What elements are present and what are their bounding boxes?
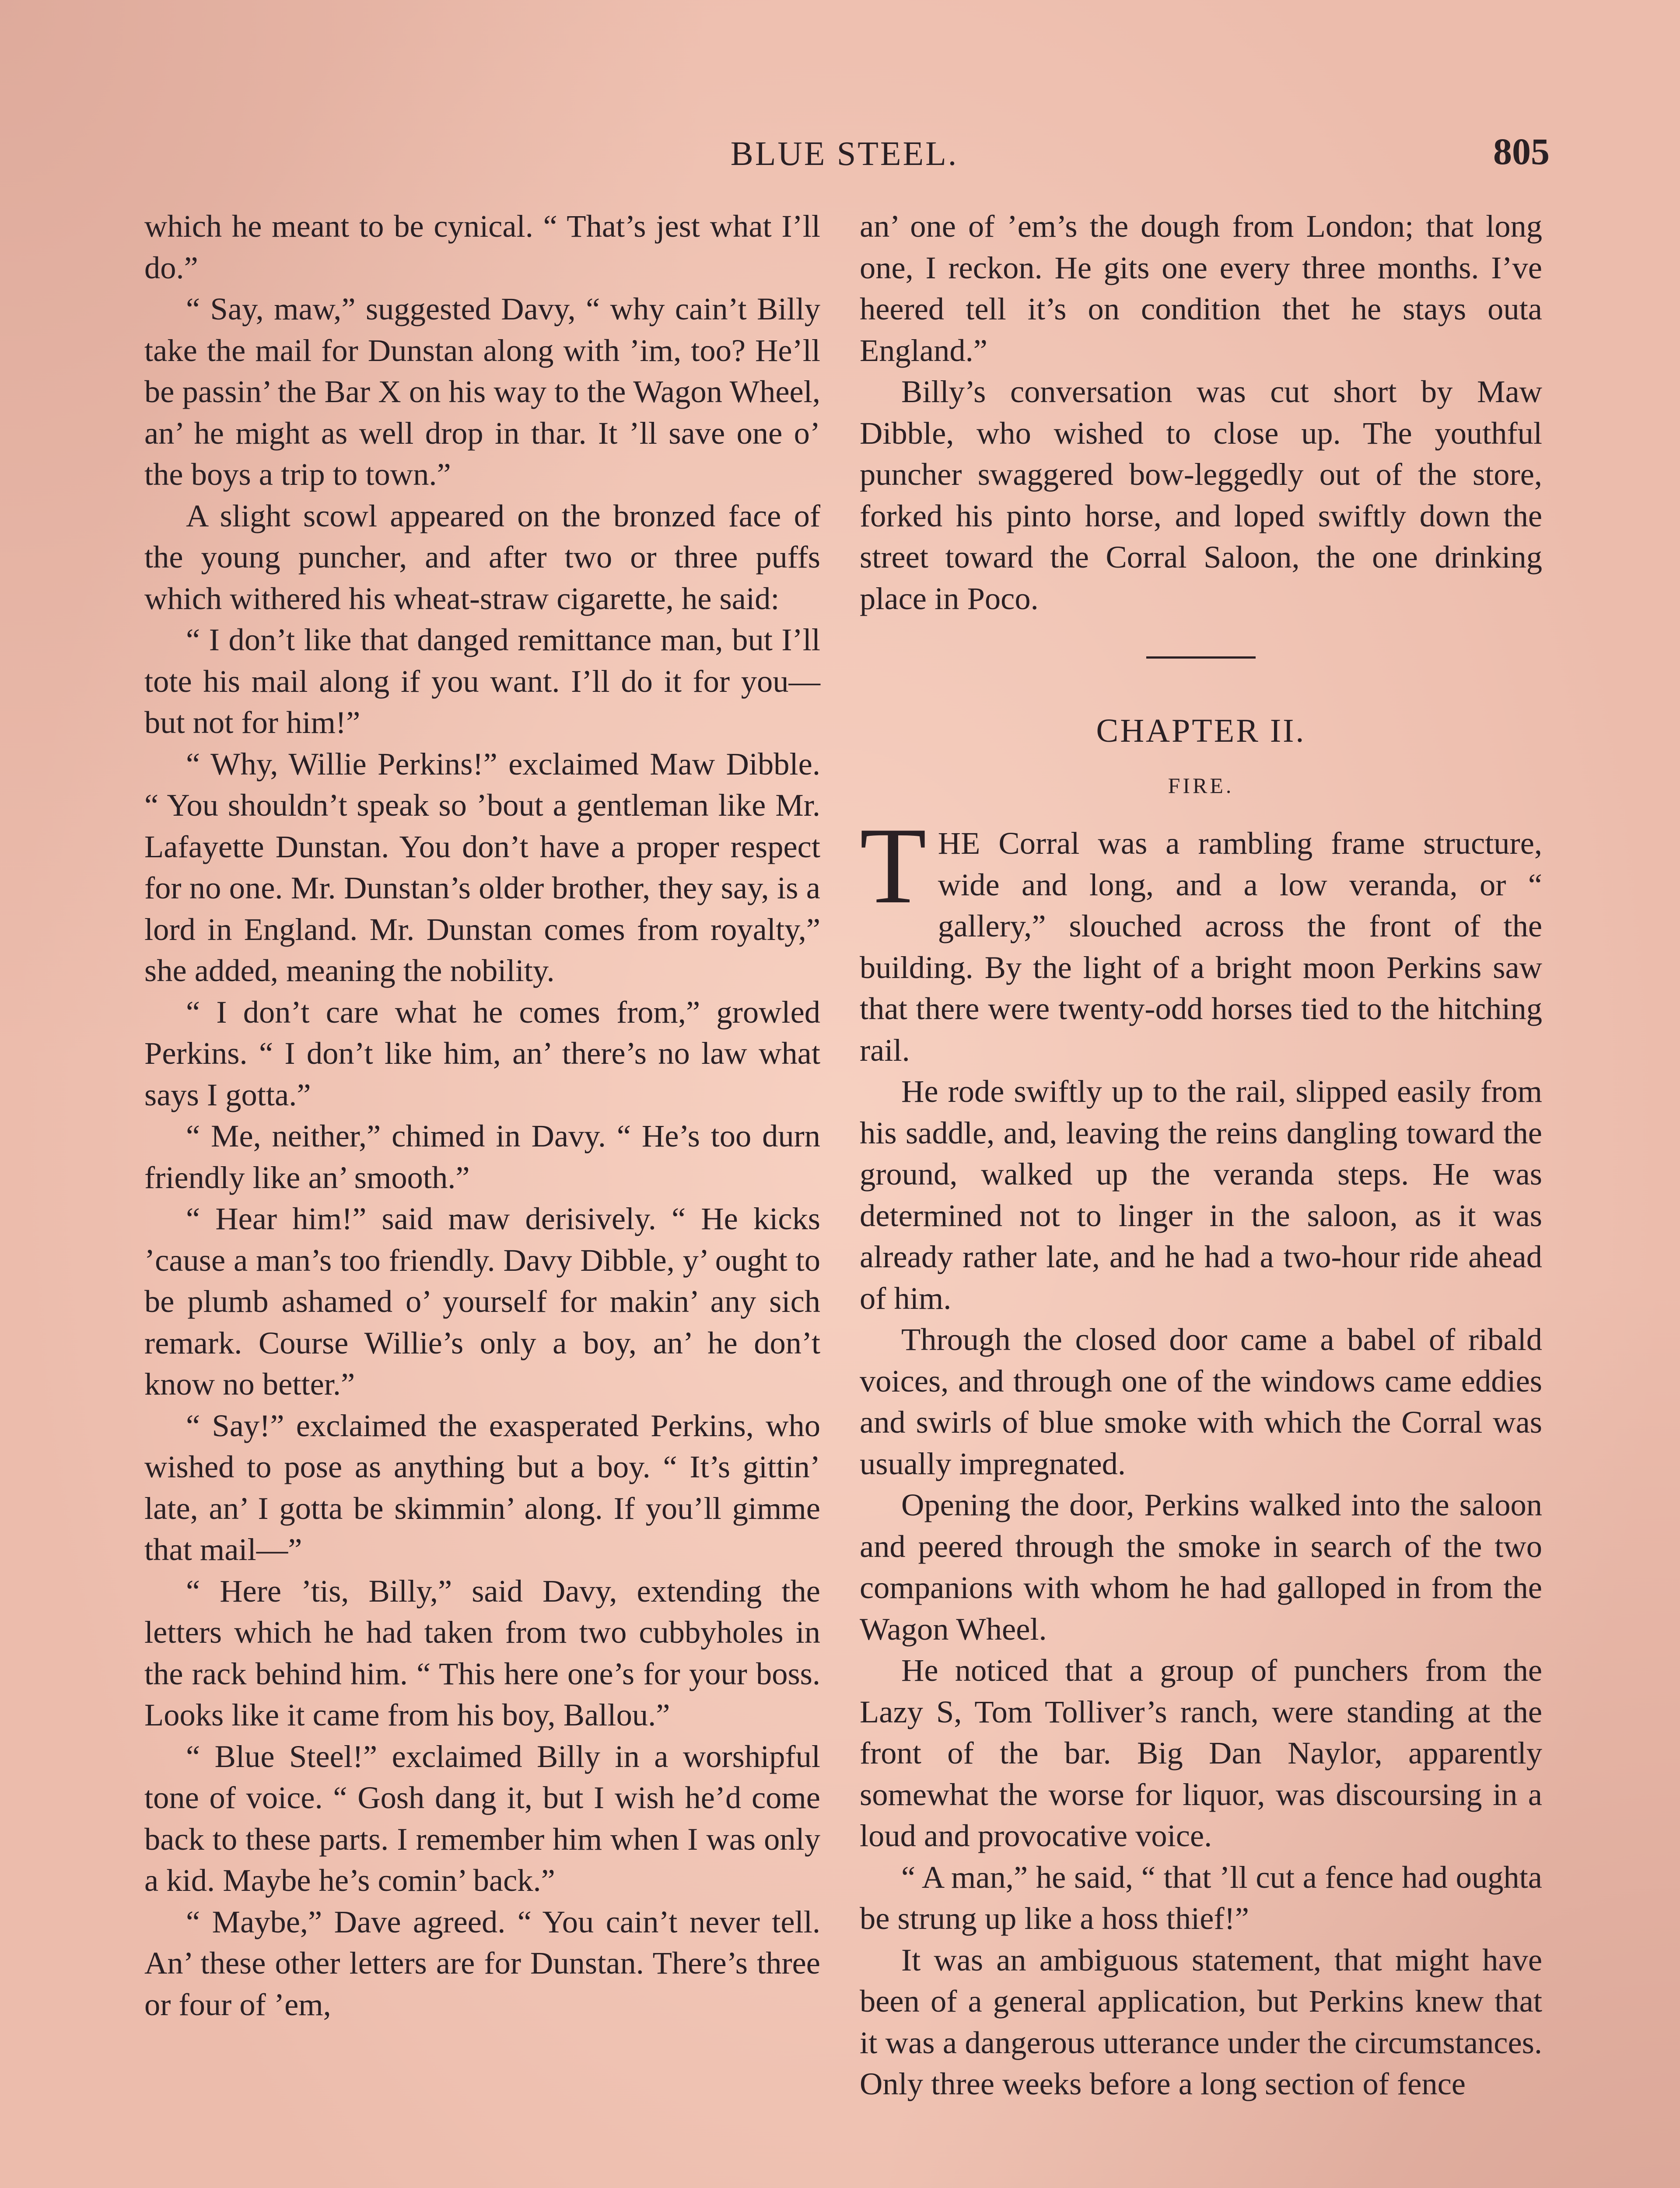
right-column — [860, 206, 1542, 2105]
chapter-title: CHAPTER II. — [1096, 712, 1306, 749]
paragraph: “ Why, Willie Perkins!” exclaimed Maw Dibble. “ You shouldn’t speak so ’bout a gentleman like Mr. Lafayette Dunstan. You don’t have a proper respect for no one. Mr. Dunstan’s older brother, they say, is a lord in England. Mr. Dunstan comes from royalty,” she added, meaning the nobility. — [144, 746, 820, 988]
chapter-subtitle: FIRE. — [1168, 773, 1234, 798]
paragraph: “ A man,” he said, “ that ’ll cut a fence had oughta be strung up like a hoss thief!” — [860, 1859, 1542, 1936]
page-number: 805 — [1493, 130, 1550, 172]
paragraph: He rode swiftly up to the rail, slipped easily from his saddle, and, leaving the reins dangling toward the ground, walked up the veranda steps. He was determined not to linger in the saloon, as it was already rather late, and he had a two-hour ride ahead of him. — [860, 1073, 1542, 1316]
opening-paragraph-text: HE Corral was a rambling frame structure, wide and long, and a low veranda, or “ gallery,” slouched across the front of the building. By the light of a bright moon Perkins saw that there were twenty-odd horses tied to the hitching rail. — [860, 825, 1542, 1068]
paragraph: “ Me, neither,” chimed in Davy. “ He’s too durn friendly like an’ smooth.” — [144, 1118, 820, 1195]
paragraph: an’ one of ’em’s the dough from London; that long one, I reckon. He gits one every three months. I’ve heered tell it’s on condition thet he stays outa England.” — [860, 208, 1542, 368]
paragraph: Billy’s conversation was cut short by Maw Dibble, who wished to close up. The youthful puncher swaggered bow-leggedly out of the store, forked his pinto horse, and loped swiftly down the street toward the Corral Saloon, the one drinking place in Poco. — [860, 374, 1542, 616]
page-header — [144, 130, 1550, 182]
paragraph: “ Hear him!” said maw derisively. “ He kicks ’cause a man’s too friendly. Davy Dibble, y’ ought to be plumb ashamed o’ yourself for makin’ any sich remark. Course Willie’s only a boy, an’ he don’t know no better.” — [144, 1201, 820, 1402]
drop-cap: T — [860, 805, 927, 926]
paragraph: He noticed that a group of punchers from the Lazy S, Tom Tolliver’s ranch, were standing at the front of the bar. Big Dan Naylor, apparently somewhat the worse for liquor, was discoursing in a loud and provocative voice. — [860, 1652, 1542, 1853]
paragraph: A slight scowl appeared on the bronzed face of the young puncher, and after two or three puffs which withered his wheat-straw cigarette, he said: — [144, 498, 820, 616]
paragraph: “ I don’t care what he comes from,” growled Perkins. “ I don’t like him, an’ there’s no law what says I gotta.” — [144, 994, 820, 1112]
section-divider — [1146, 656, 1256, 659]
paragraph: “ Say!” exclaimed the exasperated Perkins, who wished to pose as anything but a boy. “ It’s gittin’ late, an’ I gotta be skimmin’ along. If you’ll gimme that mail—” — [144, 1407, 820, 1567]
paragraph: “ Here ’tis, Billy,” said Davy, extending the letters which he had taken from two cubbyholes in the rack behind him. “ This here one’s for your boss. Looks like it came from his boy, Ballou.” — [144, 1573, 820, 1732]
paragraph: “ I don’t like that danged remittance man, but I’ll tote his mail along if you want. I’ll do it for you—but not for him!” — [144, 622, 820, 740]
left-column — [144, 206, 820, 2025]
paragraph: “ Blue Steel!” exclaimed Billy in a worshipful tone of voice. “ Gosh dang it, but I wish he’d come back to these parts. I remember him when I was only a kid. Maybe he’s comin’ back.” — [144, 1738, 820, 1898]
paragraph: “ Maybe,” Dave agreed. “ You cain’t never tell. An’ these other letters are for Dunstan. There’s three or four of ’em, — [144, 1904, 820, 2022]
running-head: BLUE STEEL. — [730, 134, 959, 172]
paragraph: which he meant to be cynical. “ That’s jest what I’ll do.” — [144, 208, 820, 285]
paragraph: It was an ambiguous statement, that might have been of a general application, but Perkins knew that it was a dangerous utterance under the circumstances. Only three weeks before a long section of fence — [860, 1942, 1542, 2101]
paragraph: Through the closed door came a babel of ribald voices, and through one of the windows came eddies and swirls of blue smoke with which the Corral was usually impregnated. — [860, 1322, 1542, 1481]
paragraph: Opening the door, Perkins walked into the saloon and peered through the smoke in search of the two companions with whom he had galloped in from the Wagon Wheel. — [860, 1487, 1542, 1647]
opening-paragraph — [860, 805, 1542, 1071]
paragraph: “ Say, maw,” suggested Davy, “ why cain’t Billy take the mail for Dunstan along with ’im, too? He’ll be passin’ the Bar X on his way to the Wagon Wheel, an’ he might as well drop in thar. It ’ll save one o’ the boys a trip to town.” — [144, 291, 820, 492]
